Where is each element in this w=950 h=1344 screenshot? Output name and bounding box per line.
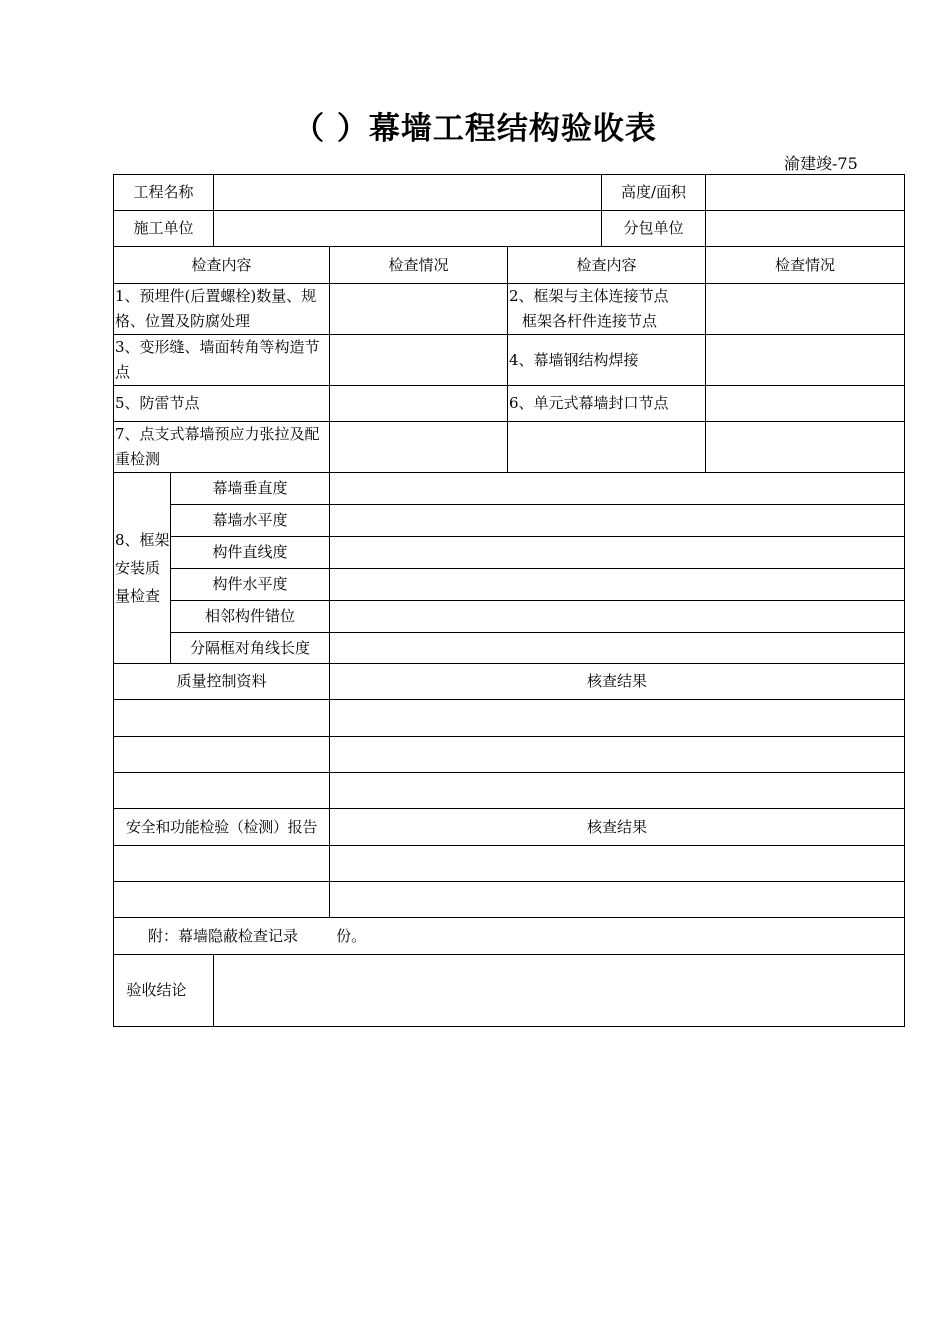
form-code: 渝建竣-75 bbox=[784, 154, 858, 173]
check-item-3: 3、变形缝、墙面转角等构造节点 bbox=[114, 335, 330, 386]
check-status-7[interactable] bbox=[330, 422, 508, 473]
frame-check-item: 幕墙垂直度 bbox=[171, 473, 330, 505]
quality-doc-result[interactable] bbox=[330, 700, 905, 737]
quality-docs-label: 质量控制资料 bbox=[114, 664, 330, 700]
frame-check-item: 相邻构件错位 bbox=[171, 601, 330, 633]
check-item-2-line1: 2、框架与主体连接节点 bbox=[509, 287, 669, 305]
frame-check-item: 构件水平度 bbox=[171, 569, 330, 601]
check-status-4[interactable] bbox=[706, 335, 905, 386]
check-item-2 bbox=[508, 284, 706, 335]
check-item-4: 4、幕墙钢结构焊接 bbox=[508, 335, 706, 386]
conclusion-label bbox=[114, 955, 214, 1027]
check-item-7: 7、点支式幕墙预应力张拉及配重检测 bbox=[114, 422, 330, 473]
check-item-1: 1、预埋件(后置螺栓)数量、规格、位置及防腐处理 bbox=[114, 284, 330, 335]
frame-check-value[interactable] bbox=[330, 505, 905, 537]
quality-docs-result-label: 核查结果 bbox=[330, 664, 905, 700]
subcontractor-label: 分包单位 bbox=[602, 211, 706, 247]
frame-check-item: 构件直线度 bbox=[171, 537, 330, 569]
check-status-empty[interactable] bbox=[706, 422, 905, 473]
quality-doc-entry[interactable] bbox=[114, 737, 330, 773]
safety-reports-result-label: 核查结果 bbox=[330, 809, 905, 846]
check-status-5[interactable] bbox=[330, 386, 508, 422]
check-content-header-1: 检查内容 bbox=[114, 247, 330, 284]
check-item-5: 5、防雷节点 bbox=[114, 386, 330, 422]
frame-check-label: 8、框架安装质量检查 bbox=[114, 473, 171, 664]
safety-report-entry[interactable] bbox=[114, 882, 330, 918]
frame-check-item: 幕墙水平度 bbox=[171, 505, 330, 537]
quality-doc-entry[interactable] bbox=[114, 700, 330, 737]
safety-report-entry[interactable] bbox=[114, 846, 330, 882]
height-area-label: 高度/面积 bbox=[602, 175, 706, 211]
constructor-label: 施工单位 bbox=[114, 211, 214, 247]
safety-report-result[interactable] bbox=[330, 882, 905, 918]
frame-check-value[interactable] bbox=[330, 473, 905, 505]
subcontractor-field[interactable] bbox=[706, 211, 905, 247]
frame-check-value[interactable] bbox=[330, 569, 905, 601]
check-status-header-2: 检查情况 bbox=[706, 247, 905, 284]
frame-check-value[interactable] bbox=[330, 633, 905, 664]
check-status-6[interactable] bbox=[706, 386, 905, 422]
frame-check-item: 分隔框对角线长度 bbox=[171, 633, 330, 664]
safety-report-result[interactable] bbox=[330, 846, 905, 882]
safety-reports-label: 安全和功能检验（检测）报告 bbox=[114, 809, 330, 846]
check-status-1[interactable] bbox=[330, 284, 508, 335]
quality-doc-result[interactable] bbox=[330, 773, 905, 809]
quality-doc-entry[interactable] bbox=[114, 773, 330, 809]
height-area-field[interactable] bbox=[706, 175, 905, 211]
acceptance-table bbox=[113, 174, 905, 1027]
conclusion-label-text: 验收结论 bbox=[126, 981, 187, 999]
constructor-field[interactable] bbox=[214, 211, 602, 247]
attachment-note: 附：幕墙隐蔽检查记录 份。 bbox=[114, 918, 905, 955]
frame-check-value[interactable] bbox=[330, 601, 905, 633]
check-item-6: 6、单元式幕墙封口节点 bbox=[508, 386, 706, 422]
project-name-field[interactable] bbox=[214, 175, 602, 211]
check-status-2[interactable] bbox=[706, 284, 905, 335]
check-status-header-1: 检查情况 bbox=[330, 247, 508, 284]
check-item-2-line2: 框架各杆件连接节点 bbox=[522, 312, 658, 330]
frame-check-value[interactable] bbox=[330, 537, 905, 569]
project-name-label: 工程名称 bbox=[114, 175, 214, 211]
check-item-empty bbox=[508, 422, 706, 473]
page-title: （ ）幕墙工程结构验收表 bbox=[293, 111, 657, 147]
quality-doc-result[interactable] bbox=[330, 737, 905, 773]
conclusion-field[interactable] bbox=[214, 955, 905, 1027]
check-content-header-2: 检查内容 bbox=[508, 247, 706, 284]
check-status-3[interactable] bbox=[330, 335, 508, 386]
